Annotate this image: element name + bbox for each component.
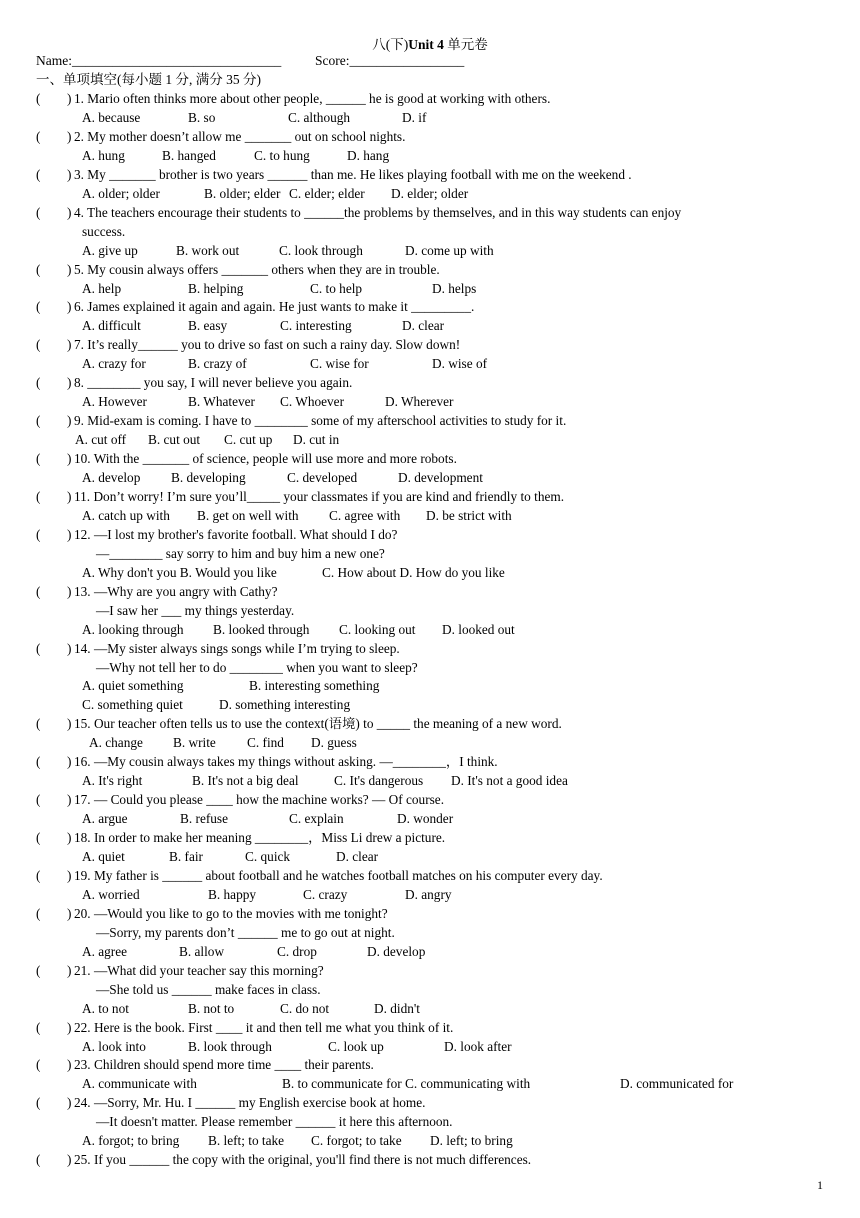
answer-option: D. wise of bbox=[432, 356, 488, 372]
answer-bracket: ( ) bbox=[36, 1095, 72, 1111]
answer-option: D. elder; older bbox=[391, 185, 469, 201]
answer-option: B. not to bbox=[188, 1000, 235, 1016]
options-row bbox=[0, 1037, 860, 1056]
answer-option: C. drop bbox=[277, 943, 317, 959]
answer-option: D. guess bbox=[311, 735, 357, 751]
question-text: 1. Mario often thinks more about other people, ______ he is good at working with others. bbox=[74, 91, 551, 106]
answer-option: B. developing bbox=[171, 470, 246, 485]
section-heading: 一、单项填空(每小题 1 分, 满分 35 分) bbox=[36, 72, 261, 87]
question-row bbox=[0, 1018, 860, 1037]
options-row bbox=[0, 847, 860, 866]
options-row bbox=[0, 563, 860, 582]
question-continuation bbox=[0, 544, 860, 563]
answer-option: D. didn't bbox=[374, 1000, 420, 1016]
question-row bbox=[0, 127, 860, 146]
answer-option: B. Whatever bbox=[188, 394, 255, 410]
answer-option: D. wonder bbox=[397, 811, 454, 827]
answer-option: A. forgot; to bring bbox=[82, 1133, 180, 1149]
answer-option: C. It's dangerous bbox=[334, 773, 424, 789]
question-text: 13. —Why are you angry with Cathy? bbox=[74, 583, 278, 599]
answer-option: D. if bbox=[402, 110, 427, 125]
question-text-line: —She told us ______ make faces in class. bbox=[96, 981, 321, 997]
title-unit: Unit 4 bbox=[408, 37, 448, 52]
options-row bbox=[0, 430, 860, 449]
answer-option: A. agree bbox=[82, 943, 128, 959]
question-continuation bbox=[0, 222, 860, 241]
answer-bracket: ( ) bbox=[36, 962, 72, 978]
answer-option: B. get on well with bbox=[197, 507, 299, 523]
question-row bbox=[0, 582, 860, 601]
question-row bbox=[0, 525, 860, 544]
options-row bbox=[0, 108, 860, 127]
answer-bracket: ( ) bbox=[36, 204, 72, 220]
title-suffix: 单元卷 bbox=[447, 37, 488, 52]
answer-option: B. allow bbox=[179, 943, 225, 959]
question-text: 5. My cousin always offers _______ others when they are in trouble. bbox=[74, 261, 440, 277]
answer-option: B. work out bbox=[176, 242, 240, 258]
answer-option: A. because bbox=[82, 110, 141, 125]
question-row bbox=[0, 714, 860, 733]
question-row bbox=[0, 866, 860, 885]
answer-option: C. explain bbox=[289, 811, 344, 827]
question-text: 4. The teachers encourage their students to ______the problems by themselves, and in this way students can enjoy bbox=[74, 204, 682, 220]
answer-bracket: ( ) bbox=[36, 830, 72, 845]
question-row bbox=[0, 203, 860, 222]
answer-option: D. clear bbox=[402, 318, 445, 334]
answer-option: A. looking through bbox=[82, 621, 184, 637]
answer-bracket: ( ) bbox=[36, 640, 72, 656]
question-row bbox=[0, 1093, 860, 1112]
question-text: 6. James explained it again and again. He just wants to make it _________. bbox=[74, 299, 475, 315]
answer-option: A. hung bbox=[82, 147, 125, 163]
question-text: 21. —What did your teacher say this morning? bbox=[74, 962, 324, 978]
options-row bbox=[0, 392, 860, 411]
options-row bbox=[0, 676, 860, 695]
answer-option: C. find bbox=[247, 735, 284, 751]
answer-bracket: ( ) bbox=[36, 867, 72, 883]
options-row bbox=[0, 468, 860, 487]
question-row bbox=[0, 165, 860, 184]
answer-option: D. communicated for bbox=[620, 1076, 734, 1092]
answer-bracket: ( ) bbox=[36, 375, 72, 391]
answer-bracket: ( ) bbox=[36, 792, 72, 808]
answer-bracket: ( ) bbox=[36, 526, 72, 542]
answer-option: D. Wherever bbox=[385, 394, 454, 410]
question-row bbox=[0, 373, 860, 392]
answer-option: A. It's right bbox=[82, 773, 143, 789]
question-row bbox=[0, 961, 860, 980]
answer-option: C. cut up bbox=[224, 432, 273, 448]
question-row bbox=[0, 487, 860, 506]
question-row bbox=[0, 411, 860, 430]
question-row bbox=[0, 752, 860, 771]
answer-option: C. although bbox=[288, 110, 351, 125]
options-row bbox=[0, 620, 860, 639]
answer-option: C. elder; elder bbox=[289, 185, 365, 201]
answer-bracket: ( ) bbox=[36, 413, 72, 429]
question-text: 16. —My cousin always takes my things without asking. —________，I think. bbox=[74, 754, 498, 770]
answer-bracket: ( ) bbox=[36, 451, 72, 467]
answer-bracket: ( ) bbox=[36, 754, 72, 770]
answer-bracket: ( ) bbox=[36, 488, 72, 504]
options-row bbox=[0, 1074, 860, 1093]
answer-option: D. looked out bbox=[442, 621, 515, 637]
options-row bbox=[0, 885, 860, 904]
question-text: 25. If you ______ the copy with the original, you'll find there is not much differences. bbox=[74, 1152, 532, 1168]
answer-option: C. to help bbox=[310, 280, 363, 296]
question-row bbox=[0, 449, 860, 468]
question-text: 17. — Could you please ____ how the machine works? — Of course. bbox=[74, 792, 445, 808]
question-text-line: —It doesn't matter. Please remember ______ it here this afternoon. bbox=[96, 1114, 453, 1130]
answer-option: A. give up bbox=[82, 242, 138, 258]
question-text: 9. Mid-exam is coming. I have to ________ some of my afterschool activities to study for it. bbox=[74, 413, 567, 429]
question-continuation bbox=[0, 658, 860, 677]
answer-option: C. forgot; to take bbox=[311, 1133, 402, 1149]
answer-option: D. clear bbox=[336, 849, 379, 864]
answer-option: B. write bbox=[173, 735, 216, 751]
question-text: 15. Our teacher often tells us to use the context(语境) to _____ the meaning of a new word. bbox=[74, 716, 562, 732]
options-row bbox=[0, 999, 860, 1018]
question-text: 20. —Would you like to go to the movies with me tonight? bbox=[74, 905, 388, 921]
answer-bracket: ( ) bbox=[36, 128, 72, 144]
question-text: 18. In order to make her meaning ________，Miss Li drew a picture. bbox=[74, 830, 446, 845]
answer-option: C. How about D. How do you like bbox=[322, 564, 505, 580]
answer-option: D. It's not a good idea bbox=[451, 773, 568, 789]
document-title bbox=[0, 33, 860, 53]
answer-option: A. worried bbox=[82, 886, 140, 902]
answer-bracket: ( ) bbox=[36, 1057, 72, 1073]
answer-option: C. look through bbox=[279, 242, 363, 258]
options-row bbox=[0, 184, 860, 203]
answer-option: A. difficult bbox=[82, 318, 141, 334]
answer-option: B. cut out bbox=[148, 432, 201, 448]
answer-option: D. development bbox=[398, 470, 483, 485]
answer-option: A. change bbox=[89, 735, 143, 751]
name-score-line: Name:_______________________________ Score:_________________ bbox=[36, 53, 465, 68]
question-row bbox=[0, 828, 860, 847]
options-row bbox=[0, 241, 860, 260]
answer-option: A. help bbox=[82, 280, 122, 296]
answer-bracket: ( ) bbox=[36, 261, 72, 277]
question-row bbox=[0, 260, 860, 279]
answer-option: C. wise for bbox=[310, 356, 369, 372]
answer-bracket: ( ) bbox=[36, 1152, 72, 1168]
question-text: 19. My father is ______ about football and he watches football matches on his computer every day. bbox=[74, 867, 603, 883]
question-text: 24. —Sorry, Mr. Hu. I ______ my English exercise book at home. bbox=[74, 1095, 426, 1111]
answer-option: B. look through bbox=[188, 1038, 272, 1054]
answer-option: B. It's not a big deal bbox=[192, 773, 299, 789]
question-text-line: —I saw her ___ my things yesterday. bbox=[96, 602, 295, 618]
options-row bbox=[0, 733, 860, 752]
options-row bbox=[0, 146, 860, 165]
answer-option: C. crazy bbox=[303, 886, 348, 902]
question-row bbox=[0, 297, 860, 316]
question-text: 7. It’s really______ you to drive so fast on such a rainy day. Slow down! bbox=[74, 337, 461, 353]
options-row bbox=[0, 279, 860, 298]
page-number: 1 bbox=[817, 1178, 823, 1192]
answer-option: C. look up bbox=[328, 1038, 384, 1054]
options-row bbox=[0, 354, 860, 373]
question-text: 2. My mother doesn’t allow me _______ out on school nights. bbox=[74, 128, 406, 144]
question-text: 3. My _______ brother is two years ______ than me. He likes playing football with me on the weekend . bbox=[74, 166, 632, 182]
options-row bbox=[0, 1131, 860, 1150]
answer-option: C. something quiet bbox=[82, 697, 183, 713]
question-row bbox=[0, 335, 860, 354]
answer-option: B. fair bbox=[169, 849, 203, 864]
options-row bbox=[0, 695, 860, 714]
answer-option: A. cut off bbox=[75, 432, 127, 448]
answer-option: D. left; to bring bbox=[430, 1133, 513, 1149]
question-text: 8. ________ you say, I will never believe you again. bbox=[74, 375, 353, 391]
question-text-line: —________ say sorry to him and buy him a new one? bbox=[96, 545, 385, 561]
answer-bracket: ( ) bbox=[36, 91, 72, 106]
question-row bbox=[0, 790, 860, 809]
question-row bbox=[0, 904, 860, 923]
answer-option: B. to communicate for C. communicating with bbox=[282, 1076, 531, 1092]
question-continuation bbox=[0, 1112, 860, 1131]
question-text-line: —Why not tell her to do ________ when you want to sleep? bbox=[96, 659, 418, 675]
question-row bbox=[0, 1055, 860, 1074]
options-row bbox=[0, 771, 860, 790]
answer-option: A. develop bbox=[82, 470, 141, 485]
answer-option: D. develop bbox=[367, 943, 426, 959]
question-row bbox=[0, 639, 860, 658]
answer-bracket: ( ) bbox=[36, 716, 72, 732]
answer-option: A. look into bbox=[82, 1038, 146, 1054]
answer-option: A. catch up with bbox=[82, 507, 170, 523]
title-prefix: 八(下) bbox=[372, 37, 409, 52]
answer-option: B. looked through bbox=[213, 621, 310, 637]
answer-option: A. quiet bbox=[82, 849, 125, 864]
answer-bracket: ( ) bbox=[36, 1019, 72, 1035]
options-row bbox=[0, 809, 860, 828]
answer-option: B. older; elder bbox=[204, 185, 281, 201]
answer-option: C. Whoever bbox=[280, 394, 345, 410]
answer-option: B. happy bbox=[208, 886, 257, 902]
answer-option: A. argue bbox=[82, 811, 128, 827]
answer-option: B. interesting something bbox=[249, 678, 380, 694]
options-row bbox=[0, 316, 860, 335]
answer-option: B. so bbox=[188, 110, 216, 125]
answer-option: C. developed bbox=[287, 470, 358, 485]
question-continuation bbox=[0, 980, 860, 999]
question-text: 22. Here is the book. First ____ it and then tell me what you think of it. bbox=[74, 1019, 454, 1035]
answer-option: D. come up with bbox=[405, 242, 494, 258]
question-text: 12. —I lost my brother's favorite football. What should I do? bbox=[74, 526, 398, 542]
answer-option: A. However bbox=[82, 394, 147, 410]
answer-option: D. something interesting bbox=[219, 697, 351, 713]
question-row bbox=[0, 1150, 860, 1169]
answer-option: C. interesting bbox=[280, 318, 352, 334]
answer-bracket: ( ) bbox=[36, 905, 72, 921]
question-text: 11. Don’t worry! I’m sure you’ll_____ your classmates if you are kind and friendly to them. bbox=[74, 488, 565, 504]
answer-option: A. Why don't you B. Would you like bbox=[82, 564, 277, 580]
answer-option: D. helps bbox=[432, 280, 477, 296]
answer-option: C. agree with bbox=[329, 507, 401, 523]
answer-option: B. hanged bbox=[162, 147, 216, 163]
answer-bracket: ( ) bbox=[36, 299, 72, 315]
question-row bbox=[0, 89, 860, 108]
answer-option: D. hang bbox=[347, 147, 390, 163]
answer-option: C. to hung bbox=[254, 147, 310, 163]
answer-option: B. easy bbox=[188, 318, 228, 334]
answer-bracket: ( ) bbox=[36, 166, 72, 182]
answer-option: D. angry bbox=[405, 886, 452, 902]
question-text: 14. —My sister always sings songs while I’m trying to sleep. bbox=[74, 640, 400, 656]
answer-option: D. cut in bbox=[293, 432, 340, 448]
answer-option: B. refuse bbox=[180, 811, 228, 827]
answer-option: B. left; to take bbox=[208, 1133, 285, 1149]
answer-option: A. communicate with bbox=[82, 1076, 197, 1092]
question-continuation bbox=[0, 923, 860, 942]
answer-option: D. look after bbox=[444, 1038, 512, 1054]
answer-option: A. crazy for bbox=[82, 356, 146, 372]
answer-option: A. older; older bbox=[82, 185, 160, 201]
answer-option: C. do not bbox=[280, 1000, 330, 1016]
question-text: 23. Children should spend more time ____ their parents. bbox=[74, 1057, 374, 1073]
answer-option: D. be strict with bbox=[426, 507, 512, 523]
options-row bbox=[0, 942, 860, 961]
question-text-line: success. bbox=[82, 223, 126, 239]
question-text-line: —Sorry, my parents don’t ______ me to go out at night. bbox=[96, 924, 395, 940]
answer-option: A. quiet something bbox=[82, 678, 184, 694]
answer-option: A. to not bbox=[82, 1000, 129, 1016]
answer-option: B. crazy of bbox=[188, 356, 247, 372]
answer-option: B. helping bbox=[188, 280, 244, 296]
answer-bracket: ( ) bbox=[36, 337, 72, 353]
answer-option: C. looking out bbox=[339, 621, 416, 637]
answer-option: C. quick bbox=[245, 849, 291, 864]
question-continuation bbox=[0, 601, 860, 620]
options-row bbox=[0, 506, 860, 525]
question-text: 10. With the _______ of science, people will use more and more robots. bbox=[74, 451, 457, 467]
answer-bracket: ( ) bbox=[36, 583, 72, 599]
